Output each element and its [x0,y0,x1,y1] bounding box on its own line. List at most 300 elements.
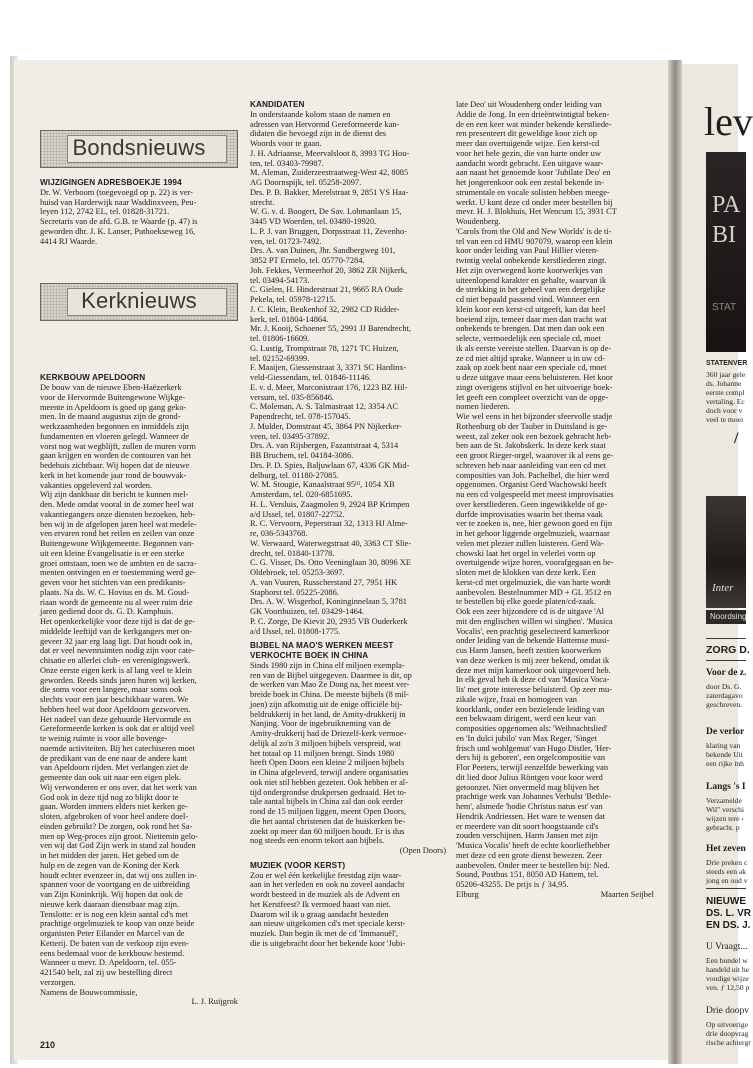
text-line: W. Verwaard, Waterwegstraat 40, 3363 CT Slie- [250,538,412,548]
text-line: opgenomen. Organist Gerd Wachowski heeft [456,480,607,490]
text-line: eerste compl [706,388,745,397]
text-line: strecht. [250,197,275,207]
text-line: die het aantal christenen dat de huiskerken be- [250,816,406,826]
author: Maarten Seijbel [600,889,654,899]
text-line: Pekela, tel. 05978-12715. [250,295,336,304]
text-line: God ook in deze tijd nog zo blijkt door te [40,792,179,802]
text-line: Een bundel w [706,956,748,965]
text-line: gemeente dan ook uit naar een eigen plek. [40,773,181,782]
text-line: ds. Johanne [706,379,742,388]
text-line: ook niet stil hebben gezeten. Ook hebben er al- [250,777,408,787]
next-page-label-bar [706,610,746,624]
text-line: ven, tel. 01723-7492. [250,236,322,246]
text-line: steeds een ak [706,867,747,876]
text-line: Drs. A. van Rijsbergen, Fazantstraat 4, 5314 [250,441,399,451]
text-line: Joh. Fekkes, Vermeerhof 20, 3862 ZR Nijkerk, [250,265,408,275]
text-line: Staphorst tel. 05225-2086. [250,587,339,597]
text-line: P. C. Zorge, De Kievit 20, 2935 VB Ouderkerk [250,616,408,626]
text-line: met deze cd een grote dienst bewezen. Zeer [456,850,603,860]
text-line: ven. ƒ 12,50 p [706,983,750,992]
text-line: gaan. Worden immers elders niet kerken ge- [40,802,188,812]
next-page-heading: U Vraagt... [706,942,748,952]
text-line: C. G. Visser, Ds. Otto Veeninglaan 30, 8096 XE [250,558,411,568]
text-line: 421540 belt, zal zij uw bestelling direct [40,968,173,977]
text-line: didaten die bevoegd zijn in de dienst des [250,129,387,139]
text-line: prachtige orgelmuziek te koop van onze beide [40,919,195,929]
next-page-text-block [706,858,748,885]
text-line: deze met mijn kamerkoor ook uitgevoerd heb. [456,665,611,675]
next-page-heading: DS. L. VR [706,908,752,919]
divider [706,660,746,661]
text-line: Buitengewone Wijkgemeente. Begonnen van- [40,539,194,548]
text-line: breide boek in China. De meeste bijbels (8 mil- [250,690,409,699]
text-line: het Kerstfeest? Ik vermoed haast van niet. [250,899,391,909]
text-line: late Deo' uit Woudenberg onder leiding van [456,100,602,109]
text-line: door Ds. G. [706,682,742,691]
text-line: 3445 VD Woerden, tel. 03480-19920. [250,217,377,226]
text-line: W. G. v. d. Boogert, De Sav. Lohmanlaan 15, [250,207,402,217]
adresboekje-heading: WIJZIGINGEN ADRESBOEKJE 1994 [40,178,182,187]
text-line: Flor Peeters, terwijl eenzelfde bewerking van [456,763,609,772]
text-line: J. C. Klein, Beukenhof 32, 2982 CD Ridder- [250,304,400,314]
text-line: ben wij in de afgelopen jaren heel wat medele- [40,519,197,529]
text-line: geven voor het stichten van een predikants- [40,578,186,587]
text-line: aanbevolen. Onder meer te bestellen bij: Ned. [456,860,610,870]
text-line: Papendrecht, tel. 078-157045. [250,412,351,421]
text-line: een bekwaam dirigent, werd een keur van [456,714,596,724]
text-line: L. P. J. van Bruggen, Dorpsstraat 11, Zevenho- [250,226,407,236]
text-line: Het nadeel van deze gehuurde Hervormde en [40,714,192,724]
text-line: sloten met de klokken van deze kerk. Een [456,568,596,577]
text-line: ven wij dat God Zijn werk in stand zal houden [40,841,196,851]
text-line: uit een kleine Evangelisatie is er een sterke [40,548,185,558]
text-line: zingt overigens stijlvol en het uitvoerige boek- [456,382,613,392]
text-line: Daarom wil ik u graag aandacht besteden [250,909,389,919]
text-line: C. Moleman, A. S. Talmastraat 12, 3354 AC [250,402,399,412]
text-line: Vocalis', een prachtig geselecteerd kamerkoor [456,626,610,636]
divider [706,638,746,639]
text-line: de werken van Mao Ze Dong na, het meest ver- [250,680,410,690]
next-page-text-block [706,796,744,832]
kerkbouw-heading: KERKBOUW APELDOORN [40,373,146,383]
book-cover-text: BI [712,222,736,248]
next-page-text-block [706,956,749,992]
text-line: ten, tel. 03403-79987. [250,158,324,168]
text-line: boeiend zijn, temeer daar men dan tracht wat [456,314,607,324]
text-line: tijd ondergrondse drukpersen gedraaid. Het to- [250,787,407,797]
text-line: voor de Hervormde Buitengewone Wijkge- [40,392,186,402]
text-line: chisatie en allerlei club- en verenigingswerk. [40,656,191,665]
next-page-heading: NIEUWE [706,896,746,907]
text-line: leyen 112, 2742 EL, tel. 01828-31721. [40,207,170,217]
text-line: eens bedemaal voor de kerkbouw bestemd. [40,948,185,958]
text-line: delburg, tel. 01180-27085. [250,470,339,480]
text-line: Zou er wel één kerkelijke feestdag zijn waar- [250,870,402,880]
text-line: men. In de maand augustus zijn de grond- [40,412,181,422]
text-line: M. Aleman, Zuiderzeestraatweg-West 42, 8085 [250,168,409,178]
text-line: handeld uit he [706,965,750,974]
text-line: aan in het verleden en ook nu zoveel aandacht [250,880,405,890]
text-line: tel. 01806-16609. [250,334,310,343]
text-line: beldrukkerij in het land, de Amity-drukkerij in [250,709,406,719]
text-line: houdt echter evenzeer in, dat wij ons zullen in- [40,870,197,880]
text-line: AG Doornspijk, tel. 05258-2097. [250,178,362,187]
text-line: rische achtergr [706,1038,751,1047]
text-line: Wie wel eens in het bijzonder sfeervolle stadje [456,412,613,421]
text-line: geworden dhr. J. K. Lanser, Puthoekseweg 16, [40,226,196,236]
text-line: joen) zijn afkomstig uit de enige officiële bij- [250,699,403,709]
text-line: in het midden der jaren. Het gebed om de [40,851,179,860]
text-line: Drs. A. van Duinen, Jhr. Sandbergweg 101, [250,246,396,256]
bijbel-body [250,661,446,846]
text-line: werkt. U kunt deze cd onder meer bestellen bij [456,197,613,207]
text-line: Ook een zeer bijzondere cd is de uitgave 'Al [456,607,605,616]
source-credit: (Open Doors) [399,846,446,855]
bijbel-heading: VERKOCHTE BOEK IN CHINA [250,651,369,660]
text-line: voudige wijze [706,974,749,983]
text-line: Amsterdam, tel. 020-6851695. [250,490,353,499]
text-line: re, 036-5343768. [250,529,308,538]
text-line: wordt besteed in de muziek als de Advent en [250,890,400,899]
next-page-text-block [706,682,743,709]
text-line: rond de 15 miljoen liggen, meent Open Doors, [250,807,407,816]
text-line: klaring van [706,741,741,750]
text-line: Drie preken c [706,858,748,867]
text-line: ven ervaren rond het reilen en zeilen van onze [40,529,195,539]
page-number: 210 [40,1040,56,1050]
text-line: Het zijn overwegend korte koorwerkjes van [456,265,603,275]
text-line: schreven heb naar aanleiding van een cd met [456,460,606,470]
text-line: aandacht wordt gebracht. Een uitgave waar- [456,158,604,168]
text-line: plaats. Na ds. W. C. Hovius en ds. M. Goud- [40,587,190,597]
next-page-heading: Langs 's I [706,782,746,792]
next-page-text-block [706,741,744,768]
text-line: vakantiegangers onze diensten bezoeken, heb- [40,509,196,519]
kerkbouw-body [40,383,238,997]
text-line: Wij verwonderen er ons over, dat het werk van [40,782,197,792]
text-line: noemde activiteiten. Bij het catechiseren moet [40,743,195,753]
text-line: drie doopvrag [706,1029,749,1038]
text-line: velen met plezier zullen luisteren. Gerd Wa- [456,538,604,548]
text-line: nieuwe kerk daaraan dienstbaar mag zijn. [40,899,180,909]
text-line: spannen voor de voortgang en de uitbreiding [40,880,190,890]
text-line: muziek. Dan begin ik met de cd 'Immanuël', [250,929,398,938]
text-line: strumentale en vocale solisten hebben meege- [456,187,610,197]
text-line: ze cd niet altijd sprake. Wanneer u in uw cd- [456,353,605,363]
text-line: BB Bruchem, tel. 04184-3086. [250,451,354,460]
text-line: de strekking in het geheel van een dergelijke [456,285,606,295]
text-line: menten ontvingen en er toestemming werd ge- [40,568,196,578]
text-line: nu een cd volgespeeld met meest improvisaties [456,490,614,499]
column-2 [250,100,446,949]
text-line: in China afgeleverd, terwijl andere organisaties [250,768,409,777]
text-line: aanbevolen. Bestelnummer MD + GL 3512 en [456,587,612,597]
text-line: dat er veel nevenruimten nodig zijn voor cate- [40,646,195,656]
text-line: jaren gediend door ds. G. D. Kamphuis. [40,607,174,617]
text-line: koorklank, onder een bezielende leiding van [456,704,605,714]
text-line: Op uitvoerige [706,1020,748,1029]
text-line: die soms voor een langere, maar soms ook [40,685,183,695]
text-line: zaak op zoek bent naar een speciale cd, moet [456,363,607,373]
text-line: tale aantal bijbels in China zal dan ook eerder [250,797,404,807]
text-line: Woords voor te gaan. [250,139,322,148]
text-line: Wij zijn dankbaar dit bericht te kunnen mel- [40,490,189,500]
text-line: gebracht. p [706,823,740,832]
text-line: Drs. A. W. Wisgerhof, Koninginnelaan 5, 3781 [250,597,407,607]
text-line: een rijke inh [706,759,744,768]
text-line: 'Carols from the Old and New Worlds' is de ti- [456,226,612,236]
text-line: Addie de Jong. In een drieëntwintigtal beken- [456,109,610,119]
text-line: gaan krijgen en worden de contouren van het [40,451,191,461]
text-line: Verzamelde [706,796,742,805]
text-line: heeft Open Doors een kleine 2 miljoen bijbels [250,758,405,768]
text-line: selecte, vermoedelijk een speciale cd, moet [456,334,601,343]
text-line: zikale wijze, fraai en homogeen van [456,694,577,704]
text-line: Het openkerkelijke voor deze tijd is dat de ge- [40,617,195,626]
text-line: tel. 03494-54173. [250,275,310,285]
text-line: chowski laat het orgel in velerlei vorm op [456,548,596,558]
next-page-title: lev [704,99,753,144]
text-line: het jongerenkoor ook een zestal bekende in- [456,178,604,187]
text-line: ders hij is geboren', een orgelcompositie van [456,753,606,763]
text-line: te bestellen bij elke goede platen/cd-zaak. [456,597,596,607]
text-line: men op Weg-proces zijn groot. Niettemin gelo- [40,831,199,841]
text-line: In elk geval heb ik deze cd van 'Musica Voca- [456,675,610,685]
text-line: cus Harm Jansen, heeft zestien koorwerken [456,646,602,655]
text-line: wijzen tere › [706,814,744,823]
text-line: vakanties opgeleverd zal worden. [40,480,153,490]
text-line: De bouw van de nieuwe Eben-Haëzerkerk [40,383,182,392]
text-line: zaterdagavo [706,691,743,700]
text-line: veen, tel. 03495-37892. [250,431,330,441]
bondsnieuws-title: Bondsnieuws [72,135,206,160]
text-line: Hendrik Andriessen. Het ware te wensen dat [456,811,606,821]
text-line: Onze eerste eigen kerk is al lang veel te klein [40,665,192,675]
text-line: Amity-drukkerij had de Driezelf-kerk vermoe- [250,729,407,738]
text-line: a/d IJssel, tel. 01807-22752. [250,509,345,519]
next-page-heading: De verlor [706,727,745,737]
photo-caption: Inter [712,582,734,594]
text-line: fundamenten en vloeren gelegd. Wanneer de [40,431,189,441]
text-line: het totaal op 11 miljoen brengt. Sinds 1980 [250,748,395,758]
text-line: A. van Vuuren, Russcherstand 27, 7951 HK [250,577,398,587]
next-page-heading: Het zeven [706,844,746,854]
text-line: prachtige werk van Johannes Verhulst 'Bethle- [456,792,612,802]
text-line: Secretaris van de afd. G.B. te Waarde (p. 47) is [40,217,198,226]
next-page-fragment [678,64,753,1064]
text-line: werkzaamheden begonnen en inmiddels zijn [40,422,189,431]
text-line: den. Mede omdat vooral in de zomer heel wat [40,500,194,509]
book-cover-image [706,152,746,352]
text-line: groei ontstaan, toen we de ambten en de sacra- [40,558,197,568]
adresboekje-body [40,188,238,247]
next-page-heading: EN DS. J. [706,920,751,931]
text-line: Rothenburg ob der Tauber in Duitsland is ge- [456,421,608,431]
text-line: a/d IJssel, tel. 01808-1775. [250,626,341,636]
text-line: in het gehoor liggende orgelmuziek, waarnaar [456,529,610,538]
next-page-heading: Voor de z. [706,668,747,678]
text-line: tel van een cd HMU 907079, waarop een klein [456,236,613,246]
text-line: nomen liederen. [456,402,510,412]
text-line: mit den englischen willen wi singhen'. 'Musica [456,616,613,626]
text-line: einden gebruikt? De zorgen, ook rond het Sa- [40,821,193,831]
text-line: overtuigende wijze horen, voorafgegaan en be- [456,558,614,568]
text-line: sloten, afgebroken of voor heel andere doel- [40,812,189,821]
text-line: van Zijn Koninkrijk. Wij hopen dat ook de [40,890,183,899]
text-line: In onderstaande kolom staan de namen en [250,109,391,119]
bondsnieuws-banner [40,130,238,168]
text-line: R. C. Vervoorn, Peperstraat 32, 1313 HJ Alme- [250,519,408,529]
text-line: drecht, tel. 01840-13778. [250,548,335,558]
text-line: E. v. d. Meer, Marconistraat 176, 1223 BZ Hil- [250,382,408,392]
text-line: over kerstliederen. Geen ingewikkelde of ge- [456,499,608,509]
text-line: slechts voor een jaar beschikbaar waren. We [40,695,189,704]
kerknieuws-title: Kerknieuws [81,288,197,313]
text-line: er meerdere van dit soort hoogstaande cd's [456,821,599,831]
next-page-mark: / [734,430,739,447]
text-line: G. Lustig, Trompstraat 78, 1271 TC Huizen, [250,343,399,353]
text-line: 05206-43255. De prijs is ƒ 34,95. [456,880,569,889]
text-line: composities opgenomen als: 'Weihnachtslied' [456,724,608,733]
text-line: de en een keer wat minder bekende kerstliede- [456,119,612,129]
text-line: meer dan overtuigende wijze. Een kerst-cd [456,139,600,148]
text-line: composities van Joh. Pachelbel, die hier werd [456,470,610,480]
text-line: hebben heel wat door Apeldoorn gezworven. [40,704,191,714]
text-line: tel. 02152-69399. [250,353,310,363]
text-line: lis' met grote interesse beluisterd. Op zeer mu- [456,685,612,694]
text-line: geveer 32 jaar erg laag ligt. Dat houdt ook in, [40,636,193,646]
text-line: 'Musica Vocalis' heeft de echte koorliefhebber [456,841,611,850]
text-line: delijk al zo'n 3 miljoen bijbels verspreid, wat [250,738,401,748]
text-line: verzorgen. [40,977,76,987]
text-line: zouden verschijnen. Harm Jansen met zijn [456,831,598,841]
book-gutter [668,60,682,1064]
text-line: H. L. Versluis, Zaagmolen 9, 2924 BP Krimpen [250,499,410,509]
text-line: nog steeds een enorm tekort aan bijbels. [250,836,385,846]
text-line: en 'In dulci jubilo' van Max Reger, 'Singet [456,733,597,743]
text-line: durfde improvisaties waarin het thema vaak [456,509,603,519]
text-line: dit lied door Julius Röntgen voor koor werd [456,772,603,782]
text-line: onbekends te brengen. Dat men dan ook een [456,324,605,334]
text-line: W. M. Stougie, Kanaalstraat 95ᴵᴵᴵ, 1054 XB [250,480,395,490]
signature: L. J. Ruijgrok [191,997,238,1007]
text-line: ver te zoeken is, nee, hier gewoon goed en fijn [456,519,613,529]
text-line: Sound, Postbus 151, 8050 AD Hattem, tel. [456,870,599,880]
column-3 [456,100,654,900]
next-page-heading: Drie doopv [706,1006,750,1016]
text-line: frisch und wohlgemut' van Hugo Distler, 'Her- [456,743,612,753]
text-line: organisten Peter Eilander en Marcel van de [40,929,185,938]
text-line: weest, zal zeker ook een bezoek gebracht heb- [456,431,612,441]
divider [706,888,746,889]
text-line: adressen van Hervormd Gereformeerde kan- [250,119,400,129]
text-line: Wanneer u mevr. D. Apeldoorn, tel. 055- [40,958,177,968]
muziek-body [250,871,446,949]
text-line: F. Maaijen, Giessenstraat 3, 3371 SC Hardinx- [250,363,407,373]
text-line: van deze werken is mij zeer bekend, omdat ik [456,655,610,665]
text-line: twintig veelal onbekende kerstliederen zingt. [456,256,607,265]
muziek-heading: MUZIEK (VOOR KERST) [250,860,346,870]
text-line: aan naast het genoemde koor 'Jubilate Deo' en [456,168,611,178]
text-line: u deze uitgave maar eens beluisteren. Het koor [456,373,613,382]
text-line: ben aan de St. Jakobskerk. In deze kerk staat [456,441,606,451]
bijbel-heading: BIJBEL NA MAO'S WERKEN MEEST [250,641,394,651]
text-line: 4414 RJ Waarde. [40,236,98,246]
text-line: veld-Giessendam, tel. 01846-11146. [250,373,372,382]
next-page-heading: ZORG D. [706,644,750,656]
text-line: van Apeldoorn rijden. Met verlangen ziet de [40,763,189,773]
text-line: Gereformeerde kerken is ook dat er altijd veel [40,724,195,734]
text-line: versum, tel. 035-856846. [250,392,334,402]
text-line: Ketterij. De baten van de verkoop zijn even- [40,938,189,948]
place: Elburg [456,889,479,899]
text-line: Dr. W. Verboom (toegevoegd op p. 22) is ver- [40,187,193,197]
text-line: Woudenberg. [456,217,501,226]
text-line: middelde leeftijd van de kerkgangers met on- [40,626,193,636]
text-line: getoonzet. Niet onvermeld mag blijven het [456,782,600,792]
text-line: Drs. P. D. Spies, Baljuwlaan 67, 4336 GK Mid- [250,460,410,470]
text-line: ren van de Bijbel uitgegeven. Daarmee is dit, op [250,670,412,680]
text-line: J. H. Adriaanse, Meervalsloot 8, 3993 TG Hou- [250,148,410,158]
text-line: hem', alsmede 'hodie Christus natus est' van [456,802,603,811]
text-line: kerk in het komende jaar rond de bouwvak- [40,470,187,480]
text-line: bekende Uit [706,750,743,759]
text-line: kerst-cd met orgelmuziek, die van harte wordt [456,577,611,587]
text-line: te weinig ruimte is voor alle bovenge- [40,734,168,743]
text-line: doch voor v [706,406,743,415]
text-line: J. Mulder, Domstraat 45, 3864 PN Nijkerker- [250,421,402,431]
text-line: kerk, tel. 01804-14864. [250,314,329,324]
text-line: ik als eerste vereiste stellen. Daarvan is op de- [456,343,612,353]
next-page-label: STATENVER [706,360,748,367]
text-line: C. Gielen, H. Hinderstraat 21, 9665 RA Oude [250,285,403,295]
text-line: zoekt op meer dan 60 miljoen houdt. Er is dus [250,826,405,836]
text-line: bedehuis zichtbaar. Wij hopen dat de nieuwe [40,461,190,470]
text-line: geschreven. [706,700,743,709]
column-1 [40,178,238,1007]
next-page-text-block [706,370,745,424]
text-line: klein koor een kerst-cd uitgeeft, kan dat heel [456,304,606,314]
book-cover-text: PA [712,192,741,218]
text-line: vorst nog wat wegblijft, zullen de muren vorm [40,441,196,451]
text-line: cd niet bepaald passend vind. Wanneer een [456,295,600,304]
text-line: GK Voorthuizen, tel. 03429-1464. [250,607,365,616]
text-line: koor onder leiding van Paul Hillier vieren- [456,246,599,256]
text-line: Namens de Bouwcommissie, [40,987,138,997]
text-line: onder leiding van de bekende Hattemse musi- [456,636,610,646]
text-line: Mr. J. Kooij, Schoener 55, 2991 JJ Barendrecht, [250,324,411,334]
text-line: Nanjing. Voor de ingebruikneming van de [250,719,391,729]
book-cover-text: STAT [712,302,737,313]
text-line: hulp en de zegen van de Koning der Kerk [40,860,180,870]
text-line: aan nieuw uitgekomen cd's met speciale kerst- [250,919,406,929]
text-line: 360 jaar gele [706,370,746,379]
text-line: jong en oud v [706,876,748,885]
text-line: Tenslotte: er is nog een klein aantal cd's met [40,909,188,919]
text-line: Sinds 1980 zijn in China elf miljoen exempla- [250,660,405,670]
church-photo [706,496,746,608]
text-line: voor het hele gezin, die van harte onder uw [456,148,601,158]
text-line: uiteenlopend karakter en gehalte, waarvan ik [456,275,607,285]
text-line: riaan wordt de gemeente nu al weer ruim drie [40,597,193,607]
text-line: meente in Apeldoorn is goed op gang geko- [40,402,187,412]
text-line: een groot Rieger-orgel, waarover ik al eens ge- [456,451,614,460]
kandidaten-heading: KANDIDATEN [250,100,305,109]
text-line: huisd van Harderwijk naar Waddinxveen, Peu- [40,197,197,207]
next-page-text-block [706,1020,751,1047]
text-line: Drs. P. B. Bakker, Merelstraat 9, 2851 VS Haa- [250,187,409,197]
text-line: veel te moei [706,415,744,424]
